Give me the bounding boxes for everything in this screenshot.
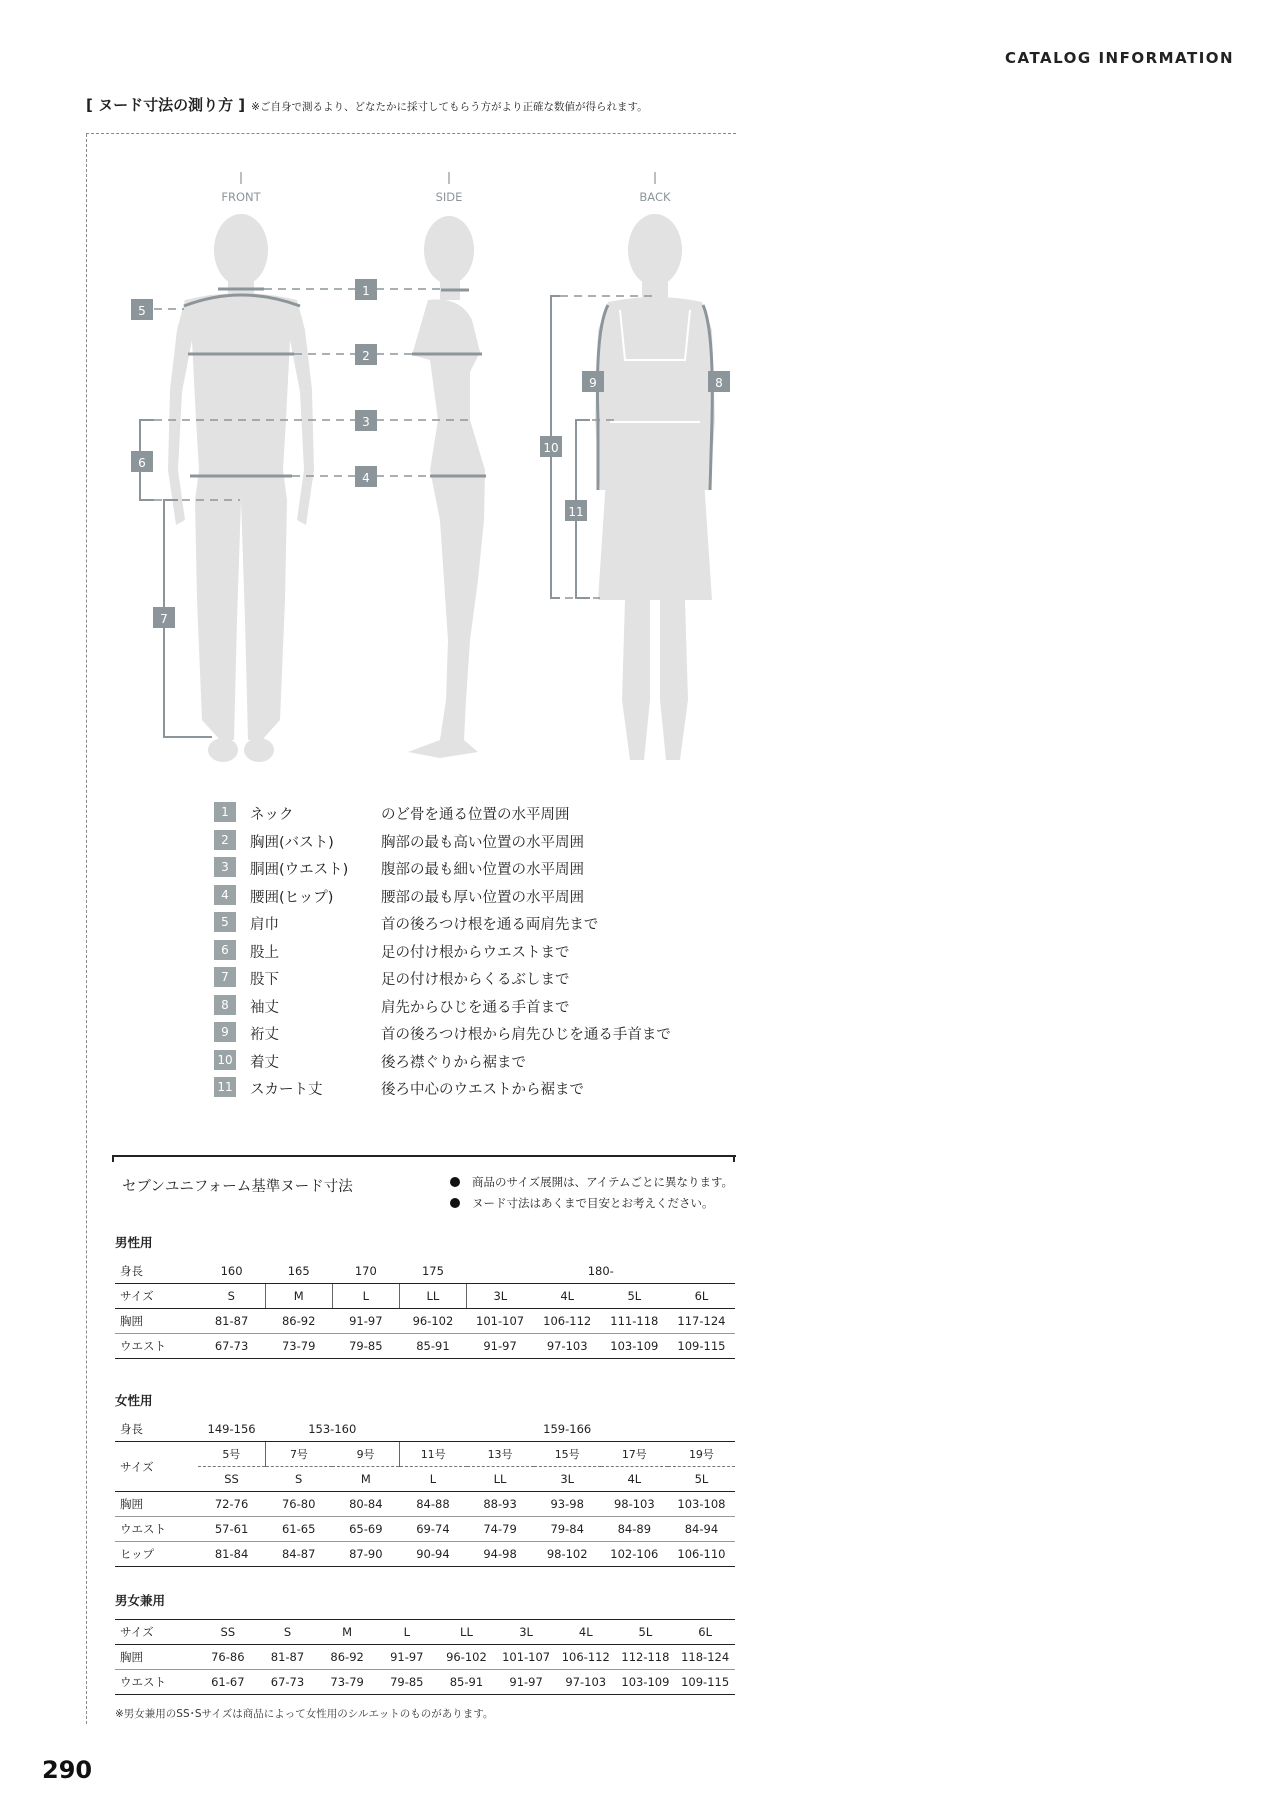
badge-10: [540, 436, 562, 457]
chest-cell: 106-112: [534, 1309, 601, 1334]
chest-cell: 72-76: [198, 1492, 265, 1517]
number-cell: 7号: [265, 1442, 332, 1467]
standard-section-rule: [112, 1155, 736, 1157]
chest-cell: 101-107: [467, 1309, 534, 1334]
legend-name: 袖丈: [250, 999, 279, 1016]
legend-num: 7: [214, 967, 236, 987]
size-cell: L: [399, 1467, 466, 1492]
waist-cell: 73-79: [317, 1670, 377, 1695]
chest-cell: 96-102: [399, 1309, 466, 1334]
waist-cell: 57-61: [198, 1517, 265, 1542]
unisex-size-table: [115, 1619, 735, 1695]
size-cell: LL: [467, 1467, 534, 1492]
size-cell: 6L: [668, 1284, 735, 1309]
size-cell: S: [198, 1284, 265, 1309]
svg-text:7: 7: [160, 612, 168, 626]
measurement-title: [ ヌード寸法の測り方 ]: [86, 96, 246, 114]
waist-cell: 69-74: [399, 1517, 466, 1542]
waist-cell: 61-67: [198, 1670, 258, 1695]
waist-cell: 109-115: [668, 1334, 735, 1359]
womens-waist-row: [115, 1517, 735, 1542]
unisex-title: 男女兼用: [115, 1593, 166, 1608]
size-cell: M: [317, 1620, 377, 1645]
waist-cell: 73-79: [265, 1334, 332, 1359]
standard-rule-left-cap: [112, 1155, 114, 1162]
legend-name: 胸囲(バスト): [250, 834, 334, 851]
chest-cell: 111-118: [601, 1309, 668, 1334]
chest-cell: 88-93: [467, 1492, 534, 1517]
waist-cell: 103-109: [601, 1334, 668, 1359]
badge-7: [153, 607, 175, 628]
size-cell: 4L: [556, 1620, 616, 1645]
svg-text:3: 3: [362, 415, 370, 429]
waist-cell: 97-103: [556, 1670, 616, 1695]
size-label: サイズ: [115, 1442, 198, 1492]
bullet-icon: [450, 1198, 460, 1208]
number-cell: 11号: [399, 1442, 466, 1467]
size-cell: S: [265, 1467, 332, 1492]
legend-name: 裄丈: [250, 1027, 279, 1043]
measurement-note: ※ご自身で測るより、どなたかに採寸してもらう方がより正確な数値が得られます。: [251, 101, 648, 113]
waist-label: ウエスト: [115, 1334, 198, 1359]
badge-4: [355, 466, 377, 487]
legend-num: 8: [214, 995, 236, 1015]
chest-label: 胸囲: [115, 1309, 198, 1334]
number-cell: 5号: [198, 1442, 265, 1467]
standard-sizes-title: セブンユニフォーム基準ヌード寸法: [122, 1179, 353, 1195]
chest-cell: 101-107: [496, 1645, 556, 1670]
waist-cell: 85-91: [437, 1670, 497, 1695]
size-cell: LL: [437, 1620, 497, 1645]
legend-name: 腰囲(ヒップ): [250, 889, 334, 906]
waist-cell: 74-79: [467, 1517, 534, 1542]
mens-chest-row: [115, 1309, 735, 1334]
chest-cell: 91-97: [377, 1645, 437, 1670]
height-cell: 160: [198, 1259, 265, 1284]
svg-text:5: 5: [138, 304, 146, 318]
size-cell: M: [265, 1284, 332, 1309]
note-text: ヌード寸法はあくまで目安とお考えください。: [472, 1196, 714, 1210]
badge-3: [355, 410, 377, 431]
badge-6: [131, 451, 153, 472]
legend-name: 股上: [250, 944, 279, 961]
chest-cell: 76-80: [265, 1492, 332, 1517]
legend-num: 5: [214, 912, 236, 932]
svg-text:9: 9: [589, 376, 597, 390]
waist-cell: 84-89: [601, 1517, 668, 1542]
standard-notes: [450, 1174, 733, 1216]
svg-text:4: 4: [362, 471, 370, 485]
legend-desc: 肩先からひじを通る手首まで: [381, 999, 570, 1016]
height-cell: 159-166: [399, 1417, 735, 1442]
waist-cell: 85-91: [399, 1334, 466, 1359]
back-female-figure: [595, 214, 715, 760]
chest-cell: 84-88: [399, 1492, 466, 1517]
number-cell: 19号: [668, 1442, 735, 1467]
badge-5: [131, 299, 153, 320]
height-label: 身長: [115, 1417, 198, 1442]
legend-desc: のど骨を通る位置の水平周囲: [381, 807, 570, 823]
svg-text:8: 8: [715, 376, 723, 390]
womens-title: 女性用: [115, 1393, 153, 1408]
badge-2: [355, 344, 377, 365]
hip-cell: 94-98: [467, 1542, 534, 1567]
legend-name: 胴囲(ウエスト): [250, 862, 349, 878]
waist-cell: 103-109: [616, 1670, 676, 1695]
note-text: 商品のサイズ展開は、アイテムごとに異なります。: [472, 1175, 734, 1189]
chest-cell: 98-103: [601, 1492, 668, 1517]
legend-name: スカート丈: [250, 1082, 323, 1098]
side-female-figure: [408, 216, 485, 758]
hip-cell: 102-106: [601, 1542, 668, 1567]
womens-hip-row: [115, 1542, 735, 1567]
legend-num: 9: [214, 1022, 236, 1042]
mens-size-table: [115, 1259, 735, 1359]
size-cell: 3L: [534, 1467, 601, 1492]
chest-cell: 81-87: [198, 1309, 265, 1334]
waist-cell: 67-73: [258, 1670, 318, 1695]
hip-label: ヒップ: [115, 1542, 198, 1567]
svg-text:10: 10: [543, 441, 559, 455]
size-cell: SS: [198, 1620, 258, 1645]
womens-chest-row: [115, 1492, 735, 1517]
number-cell: 13号: [467, 1442, 534, 1467]
height-label: 身長: [115, 1259, 198, 1284]
legend-num: 2: [214, 830, 236, 850]
legend-desc: 腰部の最も厚い位置の水平周囲: [381, 889, 584, 906]
height-cell: 153-160: [265, 1417, 399, 1442]
unisex-size-row: [115, 1620, 735, 1645]
waist-label: ウエスト: [115, 1670, 198, 1695]
unisex-chest-row: [115, 1645, 735, 1670]
chest-label: 胸囲: [115, 1492, 198, 1517]
chest-cell: 86-92: [265, 1309, 332, 1334]
badge-8: [708, 371, 730, 392]
size-cell: 5L: [616, 1620, 676, 1645]
hip-cell: 84-87: [265, 1542, 332, 1567]
mens-size-row: [115, 1284, 735, 1309]
chest-cell: 91-97: [332, 1309, 399, 1334]
height-cell: 170: [332, 1259, 399, 1284]
size-label: サイズ: [115, 1284, 198, 1309]
svg-text:11: 11: [568, 505, 584, 519]
badge-9: [582, 371, 604, 392]
legend-name: 着丈: [250, 1054, 279, 1071]
number-cell: 15号: [534, 1442, 601, 1467]
body-figures-diagram: [0, 0, 1280, 800]
waist-cell: 84-94: [668, 1517, 735, 1542]
legend-num: 6: [214, 940, 236, 960]
legend-num: 4: [214, 885, 236, 905]
chest-cell: 86-92: [317, 1645, 377, 1670]
height-cell: 180-: [467, 1259, 736, 1284]
legend-desc: 後ろ中心のウエストから裾まで: [381, 1082, 584, 1098]
badge-11: [565, 500, 587, 521]
size-cell: 6L: [675, 1620, 735, 1645]
standard-rule-right-cap: [733, 1155, 735, 1162]
size-cell: 3L: [467, 1284, 534, 1309]
chest-cell: 81-87: [258, 1645, 318, 1670]
chest-label: 胸囲: [115, 1645, 198, 1670]
size-cell: LL: [399, 1284, 466, 1309]
badge-1: [355, 279, 377, 300]
waist-cell: 79-84: [534, 1517, 601, 1542]
legend-name: 肩巾: [250, 917, 279, 933]
side-label: SIDE: [435, 190, 463, 204]
legend-desc: 腹部の最も細い位置の水平周囲: [381, 862, 584, 878]
number-cell: 17号: [601, 1442, 668, 1467]
legend-desc: 首の後ろつけ根から肩先ひじを通る手首まで: [381, 1027, 671, 1043]
waist-cell: 109-115: [675, 1670, 735, 1695]
hip-cell: 90-94: [399, 1542, 466, 1567]
womens-size-table: [115, 1417, 735, 1567]
legend-name: 股下: [250, 972, 279, 988]
svg-text:1: 1: [362, 284, 370, 298]
legend-num: 3: [214, 857, 236, 877]
size-cell: S: [258, 1620, 318, 1645]
chest-cell: 93-98: [534, 1492, 601, 1517]
size-cell: 3L: [496, 1620, 556, 1645]
waist-cell: 91-97: [496, 1670, 556, 1695]
waist-cell: 79-85: [332, 1334, 399, 1359]
size-label: サイズ: [115, 1620, 198, 1645]
front-label: FRONT: [221, 190, 261, 204]
height-cell: 175: [399, 1259, 466, 1284]
legend-desc: 足の付け根からくるぶしまで: [381, 972, 570, 988]
chest-cell: 96-102: [437, 1645, 497, 1670]
chest-cell: 117-124: [668, 1309, 735, 1334]
chest-cell: 80-84: [332, 1492, 399, 1517]
legend-desc: 後ろ襟ぐりから裾まで: [381, 1054, 526, 1071]
size-cell: L: [377, 1620, 437, 1645]
size-cell: 5L: [601, 1284, 668, 1309]
legend-num: 11: [214, 1077, 236, 1097]
waist-cell: 91-97: [467, 1334, 534, 1359]
catalog-information-label: CATALOG INFORMATION: [1005, 49, 1235, 67]
hip-cell: 87-90: [332, 1542, 399, 1567]
chest-cell: 76-86: [198, 1645, 258, 1670]
number-cell: 9号: [332, 1442, 399, 1467]
size-cell: SS: [198, 1467, 265, 1492]
svg-text:6: 6: [138, 456, 146, 470]
note-item: [450, 1195, 733, 1216]
waist-label: ウエスト: [115, 1517, 198, 1542]
hip-cell: 98-102: [534, 1542, 601, 1567]
hip-cell: 81-84: [198, 1542, 265, 1567]
legend-desc: 胸部の最も高い位置の水平周囲: [381, 834, 584, 851]
womens-size-row: [115, 1467, 735, 1492]
height-cell: 165: [265, 1259, 332, 1284]
size-cell: 5L: [668, 1467, 735, 1492]
chest-cell: 106-112: [556, 1645, 616, 1670]
page-number: 290: [42, 1756, 93, 1784]
size-cell: 4L: [601, 1467, 668, 1492]
hip-cell: 106-110: [668, 1542, 735, 1567]
chest-cell: 118-124: [675, 1645, 735, 1670]
legend-desc: 足の付け根からウエストまで: [381, 944, 570, 961]
legend-num: 10: [214, 1050, 236, 1070]
unisex-waist-row: [115, 1670, 735, 1695]
size-cell: 4L: [534, 1284, 601, 1309]
size-cell: L: [332, 1284, 399, 1309]
chest-cell: 103-108: [668, 1492, 735, 1517]
back-label: BACK: [639, 190, 671, 204]
legend-desc: 首の後ろつけ根を通る両肩先まで: [381, 917, 599, 933]
height-cell: 149-156: [198, 1417, 265, 1442]
waist-cell: 67-73: [198, 1334, 265, 1359]
womens-height-row: [115, 1417, 735, 1442]
legend-num: 1: [214, 802, 236, 822]
legend-name: ネック: [250, 807, 294, 823]
waist-cell: 79-85: [377, 1670, 437, 1695]
note-item: [450, 1174, 733, 1195]
mens-title: 男性用: [115, 1235, 153, 1250]
svg-text:2: 2: [362, 349, 370, 363]
waist-cell: 65-69: [332, 1517, 399, 1542]
bullet-icon: [450, 1177, 460, 1187]
mens-waist-row: [115, 1334, 735, 1359]
waist-cell: 61-65: [265, 1517, 332, 1542]
mens-height-row: [115, 1259, 735, 1284]
womens-number-row: [115, 1442, 735, 1467]
size-cell: M: [332, 1467, 399, 1492]
waist-cell: 97-103: [534, 1334, 601, 1359]
chest-cell: 112-118: [616, 1645, 676, 1670]
unisex-footnote: ※男女兼用のSS･Sサイズは商品によって女性用のシルエットのものがあります。: [115, 1708, 494, 1720]
